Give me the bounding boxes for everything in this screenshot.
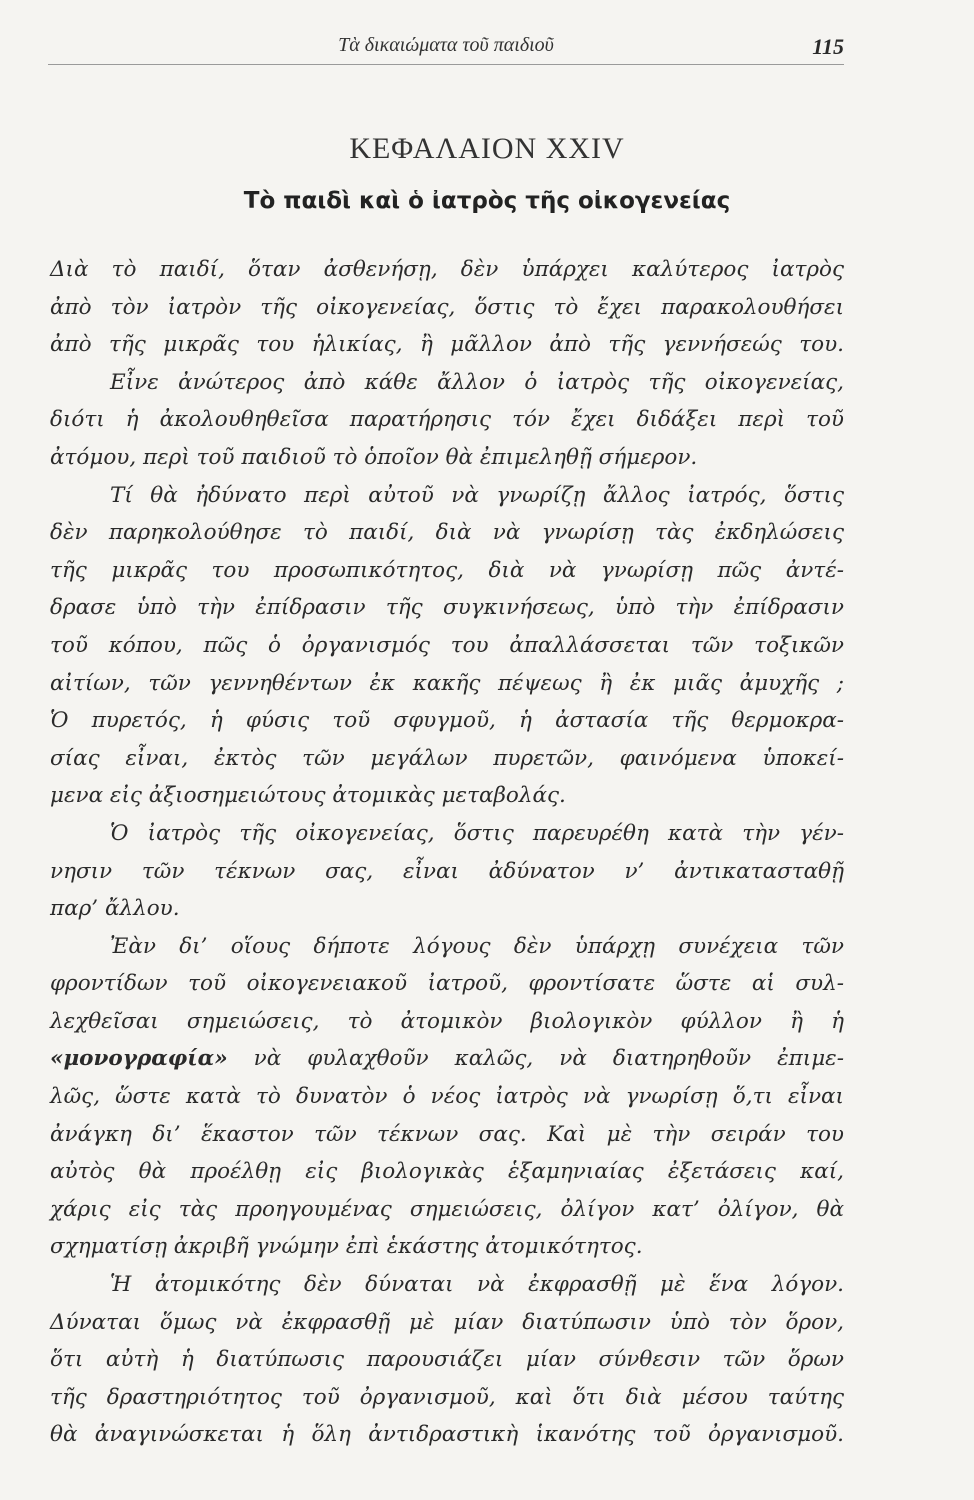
emphasized-word: «μονογραφία»: [50, 1046, 228, 1072]
text-line: διότι ἡ ἀκολουθηθεῖσα παρατήρησις τόν ἔχει διδάξει περὶ τοῦ: [50, 407, 844, 433]
text-line: σχηματίσῃ ἀκριβῆ γνώμην ἐπὶ ἑκάστης ἀτομικότητος.: [50, 1234, 643, 1260]
text-line: Ἐὰν δι’ οἵους δήποτε λόγους δὲν ὑπάρχῃ συνέχεια τῶν: [110, 933, 844, 959]
text-line: φροντίδων τοῦ οἰκογενειακοῦ ἰατροῦ, φροντίσατε ὥστε αἱ συλ-: [50, 971, 844, 997]
text-line: Δύναται ὅμως νὰ ἐκφρασθῇ μὲ μίαν διατύπωσιν ὑπὸ τὸν ὅρον,: [50, 1309, 844, 1335]
text-line: τοῦ κόπου, πῶς ὁ ὀργανισμός του ἀπαλλάσσεται τῶν τοξικῶν: [50, 632, 844, 658]
text-line: Ἡ ἀτομικότης δὲν δύναται νὰ ἐκφρασθῇ μὲ ἕνα λόγον.: [110, 1272, 844, 1298]
page-number: 115: [812, 34, 844, 59]
text-line: Ὁ ἰατρὸς τῆς οἰκογενείας, ὅστις παρευρέθη κατὰ τὴν γέν-: [110, 820, 844, 846]
chapter-subtitle: Τὸ παιδὶ καὶ ὁ ἰατρὸς τῆς οἰκογενείας: [243, 188, 731, 214]
text-line: ἀπὸ τὸν ἰατρὸν τῆς οἰκογενείας, ὅστις τὸ ἔχει παρακολουθήσει: [50, 294, 844, 320]
text-line: δὲν παρηκολούθησε τὸ παιδί, διὰ νὰ γνωρίσῃ τὰς ἐκδηλώσεις: [50, 520, 844, 546]
text-line: ἀνάγκη δι’ ἕκαστον τῶν τέκνων σας. Καὶ μὲ τὴν σειράν του: [50, 1121, 844, 1147]
chapter-title: ΚΕΦΑΛΑΙΟΝ XXIV: [349, 132, 625, 165]
body-text: [50, 251, 844, 1454]
text-line: τῆς δραστηριότητος τοῦ ὀργανισμοῦ, καὶ ὅτι διὰ μέσου ταύτης: [50, 1384, 844, 1410]
text-line: νησιν τῶν τέκνων σας, εἶναι ἀδύνατον ν’ ἀντικατασταθῇ: [50, 858, 844, 884]
text-line: τῆς μικρᾶς του προσωπικότητος, διὰ νὰ γνωρίσῃ πῶς ἀντέ-: [50, 557, 844, 583]
text-line: αὐτὸς θὰ προέλθῃ εἰς βιολογικὰς ἑξαμηνιαίας ἐξετάσεις καί,: [50, 1159, 844, 1185]
text-line: σίας εἶναι, ἐκτὸς τῶν μεγάλων πυρετῶν, φαινόμενα ὑποκεί-: [50, 745, 844, 771]
text-line: ὅτι αὐτὴ ἡ διατύπωσις παρουσιάζει μίαν σύνθεσιν τῶν ὅρων: [50, 1347, 844, 1373]
text-line: ἀπὸ τῆς μικρᾶς του ἡλικίας, ἢ μᾶλλον ἀπὸ τῆς γεννήσεώς του.: [50, 332, 844, 358]
text-line: δρασε ὑπὸ τὴν ἐπίδρασιν τῆς συγκινήσεως, ὑπὸ τὴν ἐπίδρασιν: [50, 595, 844, 621]
text-line: Διὰ τὸ παιδί, ὅταν ἀσθενήσῃ, δὲν ὑπάρχει καλύτερος ἰατρὸς: [50, 257, 844, 282]
text-line: «μονογραφία» νὰ φυλαχθοῦν καλῶς, νὰ διατηρηθοῦν ἐπιμε-: [50, 1046, 844, 1072]
text-line: χάρις εἰς τὰς προηγουμένας σημειώσεις, ὀλίγον κατ’ ὀλίγον, θὰ: [50, 1196, 844, 1222]
text-line: Ὁ πυρετός, ἡ φύσις τοῦ σφυγμοῦ, ἡ ἀστασία τῆς θερμοκρα-: [50, 708, 844, 734]
text-line: λεχθεῖσαι σημειώσεις, τὸ ἀτομικὸν βιολογικὸν φύλλον ἢ ἡ: [50, 1008, 844, 1034]
text-line: ἀτόμου, περὶ τοῦ παιδιοῦ τὸ ὁποῖον θὰ ἐπιμεληθῇ σήμερον.: [50, 444, 698, 470]
text-line: παρ’ ἄλλου.: [50, 896, 180, 922]
running-title: Τὰ δικαιώματα τοῦ παιδιοῦ: [338, 34, 554, 56]
text-line: λῶς, ὥστε κατὰ τὸ δυνατὸν ὁ νέος ἰατρὸς νὰ γνωρίσῃ ὅ,τι εἶναι: [50, 1084, 844, 1110]
text-line: θὰ ἀναγινώσκεται ἡ ὅλη ἀντιδραστικὴ ἱκανότης τοῦ ὀργανισμοῦ.: [50, 1422, 844, 1448]
text-line: Εἶνε ἀνώτερος ἀπὸ κάθε ἄλλον ὁ ἰατρὸς τῆς οἰκογενείας,: [110, 369, 844, 395]
running-header: [48, 34, 844, 65]
text-line: αἰτίων, τῶν γεννηθέντων ἐκ κακῆς πέψεως ἢ ἐκ μιᾶς ἀμυχῆς ;: [50, 670, 844, 696]
text-line: μενα εἰς ἀξιοσημειώτους ἀτομικὰς μεταβολάς.: [50, 783, 566, 809]
text-line: Τί θὰ ἠδύνατο περὶ αὐτοῦ νὰ γνωρίζῃ ἄλλος ἰατρός, ὅστις: [110, 482, 844, 508]
